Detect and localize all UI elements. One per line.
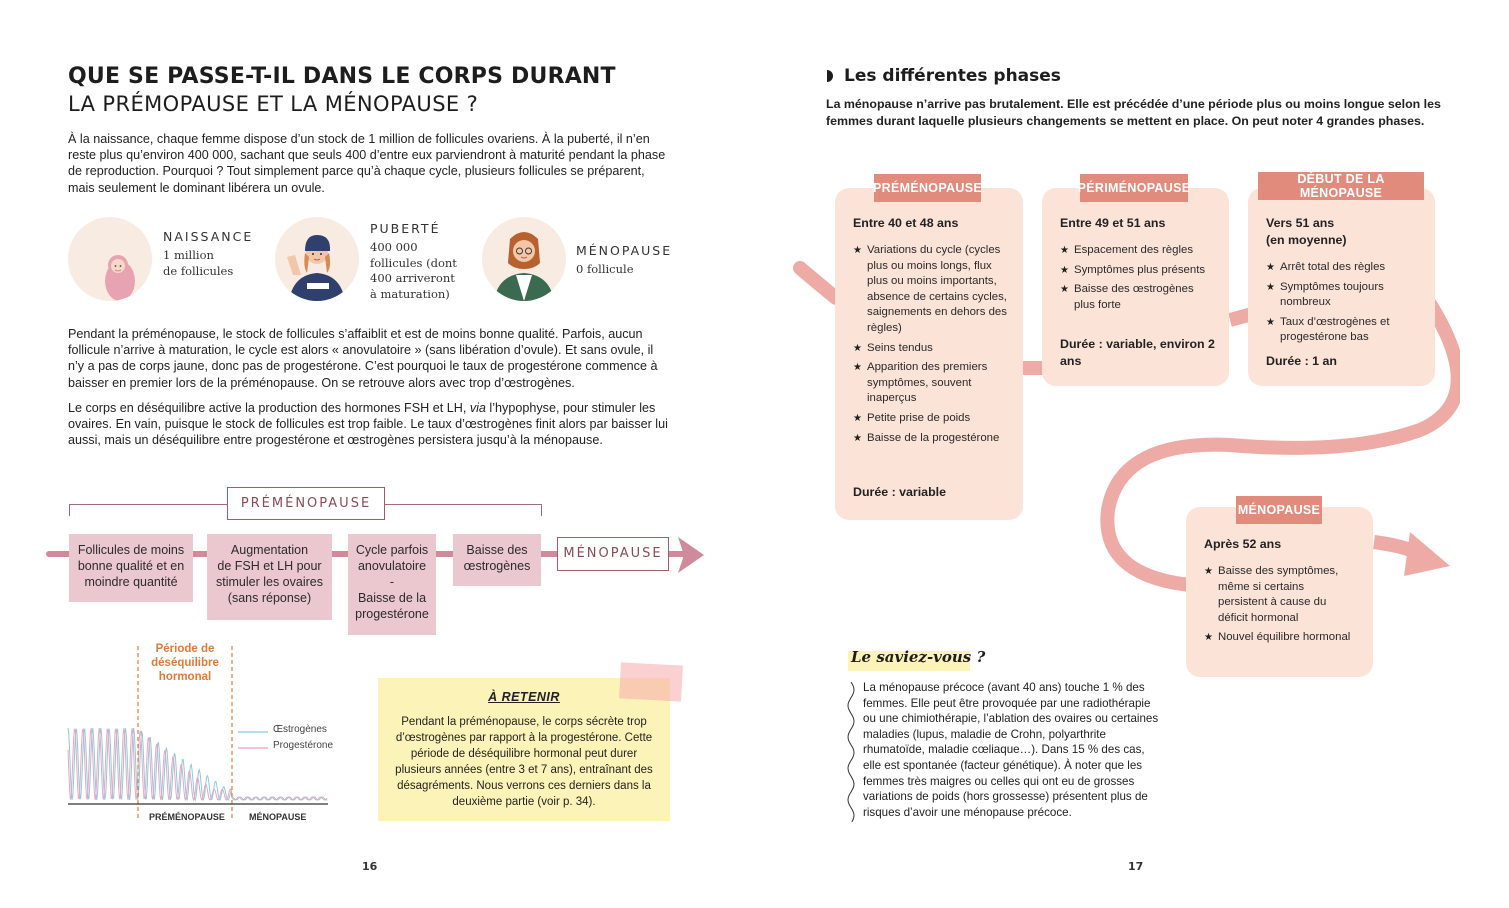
stage-title-naissance: NAISSANCE <box>163 229 254 244</box>
premenopause-paragraph: Pendant la préménopause, le stock de follicules s’affaiblit et est de moins bonne qualité. Parfois, aucun follicule n’arrive à maturation, le cycle est alors « anovulatoire » (sans libération d’ovule). Et sans ovule, il n’y a pas de corps jaune, donc pas de progestérone. C’est pourquoi le taux de progestérone commence à baisser en premier lors de la préménopause. On se retrouve alors avec trop d’œstrogènes. <box>68 327 658 390</box>
timeline-bracket-tick <box>69 504 70 516</box>
teen-illustration <box>275 217 359 301</box>
page-title: QUE SE PASSE-T-IL DANS LE CORPS DURANT <box>68 64 616 89</box>
card-symptom-list <box>1266 260 1416 350</box>
list-item: ★ Nouvel équilibre hormonal <box>1204 630 1354 646</box>
legend-label-progesterone: Progestérone <box>273 740 334 751</box>
card-duration: Durée : variable, environ 2 ans <box>1060 337 1215 368</box>
star-icon: ★ <box>853 432 862 444</box>
card-symptom-list <box>1204 564 1354 650</box>
retenir-title: À RETENIR <box>488 690 560 704</box>
card-age: Vers 51 ans (en moyenne) <box>1266 216 1347 247</box>
intro-paragraph: À la naissance, chaque femme dispose d’un stock de 1 million de follicules ovariens. À la puberté, il n’en reste plus qu’environ 400 000, sachant que seuls 400 d’entre eux parviendront à maturité pendant la phase de reproduction. Pourquoi ? Tout simplement parce qu’à chaque cycle, plusieurs follicules se préparent, mais seulement le dominant libérera un ovule. <box>68 132 666 195</box>
period-label: Période de déséquilibre hormonal <box>151 643 219 683</box>
list-item: ★ Baisse des symptômes, même si certains persistent à cause du déficit hormonal <box>1204 565 1339 624</box>
star-icon: ★ <box>853 245 862 256</box>
timeline-arrow-head <box>676 535 706 575</box>
page-subtitle: LA PRÉMOPAUSE ET LA MÉNOPAUSE ? <box>68 92 479 116</box>
list-item: ★ Arrêt total des règles <box>1266 260 1416 276</box>
list-item: ★ Seins tendus <box>853 341 1013 357</box>
phase-tag-premenopause: PRÉMÉNOPAUSE <box>874 174 981 202</box>
stage-text-puberte: 400 000 follicules (dont 400 arriveront à maturation) <box>370 240 457 301</box>
list-item: ★ Apparition des premiers symptômes, souvent inaperçus <box>853 361 988 405</box>
timeline-box-fsh-lh: Augmentation de FSH et LH pour stimuler les ovaires (sans réponse) <box>207 534 332 620</box>
list-item: ★ Baisse de la progestérone <box>853 431 1013 447</box>
star-icon: ★ <box>853 342 862 354</box>
legend-label-oestrogenes: Œstrogènes <box>273 724 327 735</box>
card-symptom-list <box>1060 243 1210 317</box>
star-icon: ★ <box>1060 245 1069 256</box>
retenir-text: Pendant la préménopause, le corps sécrète trop d’œstrogènes par rapport à la progestérone. Cette période de déséquilibre hormonal peut durer plusieurs années (entre 3 et 7 ans), entraînant des désagréments. Nous verrons ces derniers dans la deuxième partie (voir p. 34). <box>395 716 653 808</box>
star-icon: ★ <box>1060 264 1069 276</box>
phase-card-menopause <box>1186 507 1373 677</box>
card-age: Entre 40 et 48 ans <box>853 216 959 230</box>
axis-label-premenopause: PRÉMÉNOPAUSE <box>149 812 225 822</box>
timeline-box-anovulatoire: Cycle parfois anovulatoire - Baisse de la progestérone <box>348 534 436 635</box>
star-icon: ★ <box>1060 284 1069 296</box>
star-icon: ★ <box>853 412 862 424</box>
card-age: Entre 49 et 51 ans <box>1060 216 1166 230</box>
page-number-left: 16 <box>362 860 378 873</box>
list-item: ★ Espacement des règles <box>1060 243 1210 259</box>
page-number-right: 17 <box>1128 860 1144 873</box>
half-circle-bullet-icon <box>826 69 836 83</box>
card-symptom-list <box>853 243 1013 450</box>
star-icon: ★ <box>1266 281 1275 293</box>
section-intro: La ménopause n’arrive pas brutalement. Elle est précédée d’une période plus ou moins longue selon les femmes durant laquelle plusieurs changements se mettent en place. On peut noter 4 grandes phases. <box>826 97 1441 128</box>
star-icon: ★ <box>1204 632 1213 644</box>
timeline-label-menopause: MÉNOPAUSE <box>557 537 669 571</box>
tape-decoration <box>619 662 683 701</box>
stage-text-menopause: 0 follicule <box>576 262 634 276</box>
timeline-bracket-tick <box>541 504 542 516</box>
list-item: ★ Taux d’œstrogènes et progestérone bas <box>1266 315 1390 344</box>
phase-card-perimenopause <box>1042 188 1229 386</box>
saviez-title: Le saviez-vous ? <box>851 648 986 666</box>
list-item: ★ Variations du cycle (cycles plus ou moins longs, flux plus ou moins importants, absence de certains cycles, saignements en dehors des règles) <box>853 244 1007 334</box>
timeline-bracket-right <box>385 504 542 505</box>
woman-illustration <box>482 217 566 301</box>
wavy-line-decoration <box>846 682 856 822</box>
stage-title-menopause: MÉNOPAUSE <box>576 243 673 258</box>
phase-tag-debut-menopause: DÉBUT DE LA MÉNOPAUSE <box>1258 172 1424 200</box>
star-icon: ★ <box>1204 566 1213 577</box>
baby-illustration <box>68 217 152 301</box>
timeline-box-follicules: Follicules de moins bonne qualité et en moindre quantité <box>69 534 193 602</box>
card-duration: Durée : variable <box>853 485 946 499</box>
star-icon: ★ <box>853 362 862 374</box>
phase-card-debut-menopause <box>1248 188 1435 386</box>
card-age: Après 52 ans <box>1204 537 1282 551</box>
phase-tag-menopause: MÉNOPAUSE <box>1236 496 1322 524</box>
axis-label-menopause: MÉNOPAUSE <box>249 812 307 822</box>
timeline-box-oestrogenes: Baisse des œstrogènes <box>453 534 541 586</box>
retenir-box <box>378 678 670 821</box>
stage-title-puberte: PUBERTÉ <box>370 221 441 236</box>
saviez-text: La ménopause précoce (avant 40 ans) touche 1 % des femmes. Elle peut être provoquée par une radiothérapie ou une chimiothérapie, l’ablation des ovaires ou certaines maladies (lupus, maladie de Crohn, polyarthrite rhumatoïde, maladie cœliaque…). Dans 15 % des cas, elle est spontanée (facteur génétique). À noter que les femmes très maigres ou celles qui ont eu de grosses variations de poids (hors grossesse) présentent plus de risques d’avoir une ménopause précoce. <box>863 681 1159 819</box>
stage-text-naissance: 1 million de follicules <box>163 248 234 278</box>
star-icon: ★ <box>1266 316 1275 328</box>
phase-tag-perimenopause: PÉRIMÉNOPAUSE <box>1080 174 1188 202</box>
list-item: ★ Petite prise de poids <box>853 411 1013 427</box>
list-item: ★ Symptômes toujours nombreux <box>1266 280 1384 309</box>
card-duration: Durée : 1 an <box>1266 354 1337 368</box>
section-title: Les différentes phases <box>844 66 1061 86</box>
list-item: ★ Baisse des œstrogènes plus forte <box>1060 283 1194 311</box>
list-item: ★ Symptômes plus présents <box>1060 263 1210 279</box>
phase-card-premenopause <box>835 188 1023 520</box>
star-icon: ★ <box>1266 262 1275 273</box>
timeline-label-premenopause: PRÉMÉNOPAUSE <box>227 487 385 520</box>
hormones-paragraph: Le corps en déséquilibre active la production des hormones FSH et LH, via l’hypophyse, pour stimuler les ovaires. En vain, puisque le stock de follicules est trop faible. Le taux d’œstrogènes finit alors par baisser lui aussi, mais un déséquilibre entre progestérone et œstrogènes persistera jusqu’à la ménopause. <box>68 401 668 448</box>
timeline-bracket-left <box>69 504 227 505</box>
